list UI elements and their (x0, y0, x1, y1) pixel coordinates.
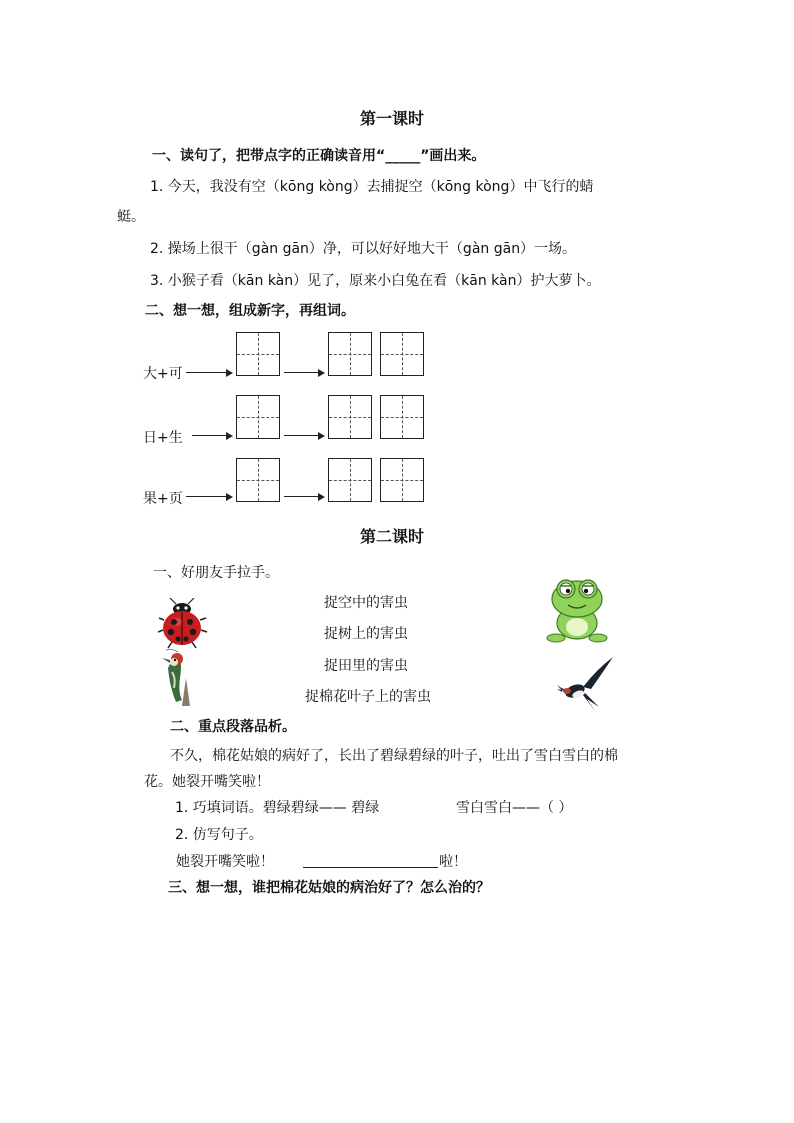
swallow-icon[interactable] (553, 655, 615, 713)
char-box-word-2[interactable] (380, 332, 424, 376)
fill-words-prompt: 1. 巧填词语。碧绿碧绿—— 碧绿 (175, 800, 380, 816)
char-box-word-2[interactable] (380, 395, 424, 439)
lesson2-q3-heading: 三、想一想，谁把棉花姑娘的病治好了？怎么治的？ (168, 880, 490, 896)
char-box-new[interactable] (236, 458, 280, 502)
imitate-answer-line[interactable] (303, 852, 438, 868)
lesson1-q1-heading: 一、读句了，把带点字的正确读音用“_____”画出来。 (152, 148, 486, 164)
matching-phrase[interactable]: 捉空中的害虫 (324, 595, 408, 611)
paragraph-line-2: 花。她裂开嘴笑啦！ (144, 774, 270, 790)
arrow-icon (192, 435, 231, 436)
paragraph-line-1: 不久，棉花姑娘的病好了，长出了碧绿碧绿的叶子，吐出了雪白雪白的棉 (170, 748, 618, 764)
lesson1-title: 第一课时 (360, 109, 425, 128)
char-box-new[interactable] (236, 395, 280, 439)
lesson1-q1-item-3: 3. 小猴子看（kān kàn）见了，原来小白兔在看（kān kàn）护大萝卜。 (150, 273, 601, 289)
lesson1-q2-heading: 二、想一想，组成新字，再组词。 (145, 303, 355, 319)
lesson2-title: 第二课时 (360, 527, 425, 546)
imitate-ending: 啦！ (439, 854, 467, 870)
imitate-prompt: 2. 仿写句子。 (175, 827, 263, 843)
lesson1-q1-item-1: 1. 今天，我没有空（kōng kòng）去捕捉空（kōng kòng）中飞行的蜻 (150, 179, 594, 195)
matching-phrase[interactable]: 捉棉花叶子上的害虫 (305, 689, 431, 705)
char-box-word-1[interactable] (328, 332, 372, 376)
imitate-example: 她裂开嘴笑啦！ (176, 854, 274, 870)
matching-phrase[interactable]: 捉树上的害虫 (324, 626, 408, 642)
lesson2-q1-heading: 一、好朋友手拉手。 (153, 565, 279, 581)
woodpecker-icon[interactable] (160, 648, 200, 706)
arrow-icon (284, 372, 323, 373)
lesson1-q1-item-1-cont: 蜓。 (117, 209, 145, 225)
fill-words-blank[interactable]: 雪白雪白——（ ） (456, 800, 573, 816)
arrow-icon (186, 496, 231, 497)
arrow-icon (186, 372, 231, 373)
char-box-word-2[interactable] (380, 458, 424, 502)
frog-icon[interactable] (546, 575, 608, 643)
char-box-new[interactable] (236, 332, 280, 376)
compose-label: 大+可 (143, 366, 183, 382)
lesson2-q2-heading: 二、重点段落品析。 (170, 719, 296, 735)
matching-phrase[interactable]: 捉田里的害虫 (324, 658, 408, 674)
lesson1-q1-item-2: 2. 操场上很干（gàn gān）净，可以好好地大干（gàn gān）一场。 (150, 241, 577, 257)
arrow-icon (284, 435, 323, 436)
char-box-word-1[interactable] (328, 458, 372, 502)
compose-label: 日+生 (143, 430, 183, 446)
ladybug-icon[interactable] (158, 598, 208, 650)
char-box-word-1[interactable] (328, 395, 372, 439)
arrow-icon (284, 496, 323, 497)
compose-label: 果+页 (143, 491, 183, 507)
